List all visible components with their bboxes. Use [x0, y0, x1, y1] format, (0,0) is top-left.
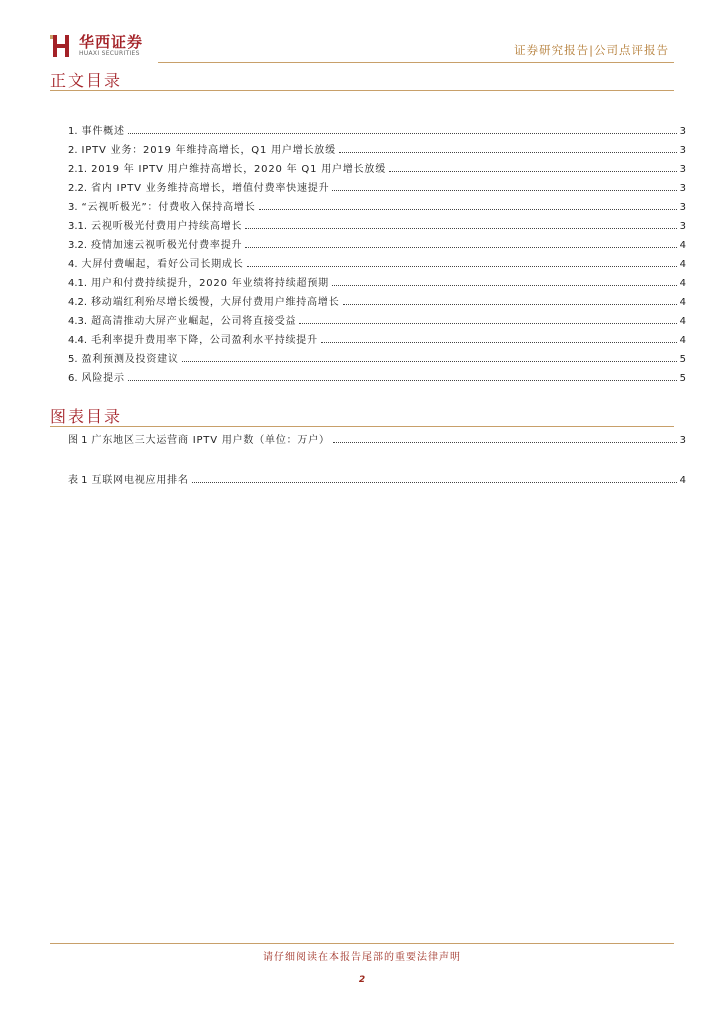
dot-leader [333, 441, 677, 443]
dot-leader [339, 151, 677, 153]
entry-page: 4 [679, 259, 686, 270]
entry-title: 广东地区三大运营商 IPTV 用户数（单位：万户） [91, 435, 330, 446]
entry-title: “云视听极光”：付费收入保持高增长 [81, 202, 256, 213]
toc-entry[interactable] [68, 296, 686, 310]
entry-title: 超高清推动大屏产业崛起，公司将直接受益 [91, 316, 297, 327]
entry-page: 4 [679, 297, 686, 308]
toc-entry[interactable] [68, 125, 686, 139]
entry-number: 3.1. [68, 221, 88, 232]
entry-title: 盈利预测及投资建议 [81, 354, 179, 365]
entry-number: 4.4. [68, 335, 88, 346]
entry-number: 2. [68, 145, 78, 156]
page-number: 2 [358, 975, 366, 985]
entry-number: 3. [68, 202, 78, 213]
entry-page: 3 [679, 164, 686, 175]
dot-leader [343, 303, 677, 305]
toc-entry[interactable] [68, 277, 686, 291]
dot-leader [259, 208, 677, 210]
toc-entry[interactable] [68, 474, 686, 488]
toc-entry[interactable] [68, 315, 686, 329]
legal-disclaimer: 请仔细阅读在本报告尾部的重要法律声明 [263, 952, 461, 963]
entry-number: 1. [68, 126, 78, 137]
toc-entry[interactable] [68, 434, 686, 448]
entry-page: 4 [679, 335, 686, 346]
entry-page: 3 [679, 145, 686, 156]
entry-number: 6. [68, 373, 78, 384]
entry-title: 省内 IPTV 业务维持高增长，增值付费率快速提升 [91, 183, 330, 194]
entry-page: 4 [679, 475, 686, 486]
dot-leader [245, 227, 676, 229]
logo-english-name: HUAXI SECURITIES [79, 50, 140, 57]
entry-page: 4 [679, 278, 686, 289]
toc-entry[interactable] [68, 353, 686, 367]
page-header [0, 0, 724, 70]
dot-leader [332, 189, 676, 191]
toc-entry[interactable] [68, 220, 686, 234]
entry-number: 4.1. [68, 278, 88, 289]
entry-number: 3.2. [68, 240, 88, 251]
entry-number: 图 1 [68, 435, 88, 446]
dot-leader [128, 132, 677, 134]
entry-title: 云视听极光付费用户持续高增长 [91, 221, 243, 232]
entry-title: 互联网电视应用排名 [91, 475, 189, 486]
dot-leader [321, 341, 677, 343]
dot-leader [247, 265, 677, 267]
dot-leader [389, 170, 677, 172]
toc-entry[interactable] [68, 258, 686, 272]
dot-leader [192, 481, 677, 483]
entry-page: 3 [679, 435, 686, 446]
toc-entry[interactable] [68, 144, 686, 158]
entry-page: 4 [679, 316, 686, 327]
entry-title: 毛利率提升费用率下降，公司盈利水平持续提升 [91, 335, 318, 346]
entry-title: 风险提示 [81, 373, 125, 384]
logo-mark-icon [50, 33, 74, 59]
toc-title-divider [50, 90, 674, 91]
footer-divider [50, 943, 674, 944]
logo-chinese-name: 华西证券 [79, 33, 144, 51]
toc-entry[interactable] [68, 163, 686, 177]
entry-number: 4.3. [68, 316, 88, 327]
entry-page: 3 [679, 126, 686, 137]
header-divider [158, 62, 674, 63]
company-logo [50, 33, 143, 59]
dot-leader [332, 284, 677, 286]
dot-leader [299, 322, 676, 324]
toc-entry[interactable] [68, 372, 686, 386]
entry-number: 2.2. [68, 183, 88, 194]
figures-title: 图表目录 [50, 407, 123, 426]
entry-title: 事件概述 [81, 126, 125, 137]
toc-entry[interactable] [68, 334, 686, 348]
entry-page: 3 [679, 183, 686, 194]
report-type-label: 证券研究报告|公司点评报告 [514, 43, 669, 57]
entry-title: 疫情加速云视听极光付费率提升 [91, 240, 243, 251]
entry-title: 2019 年 IPTV 用户维持高增长，2020 年 Q1 用户增长放缓 [91, 164, 387, 175]
entry-number: 5. [68, 354, 78, 365]
dot-leader [245, 246, 676, 248]
toc-title: 正文目录 [50, 71, 123, 90]
entry-page: 4 [679, 240, 686, 251]
entry-page: 5 [679, 354, 686, 365]
entry-number: 4. [68, 259, 78, 270]
toc-entry[interactable] [68, 201, 686, 215]
entry-number: 表 1 [68, 475, 88, 486]
entry-title: 移动端红利殆尽增长缓慢，大屏付费用户维持高增长 [91, 297, 340, 308]
toc-entry[interactable] [68, 239, 686, 253]
dot-leader [128, 379, 677, 381]
entry-title: IPTV 业务：2019 年维持高增长，Q1 用户增长放缓 [81, 145, 336, 156]
entry-page: 3 [679, 221, 686, 232]
entry-page: 5 [679, 373, 686, 384]
figures-title-divider [50, 426, 674, 427]
dot-leader [182, 360, 677, 362]
toc-entry[interactable] [68, 182, 686, 196]
entry-title: 用户和付费持续提升，2020 年业绩将持续超预期 [91, 278, 329, 289]
entry-page: 3 [679, 202, 686, 213]
entry-title: 大屏付费崛起，看好公司长期成长 [81, 259, 244, 270]
entry-number: 2.1. [68, 164, 88, 175]
entry-number: 4.2. [68, 297, 88, 308]
